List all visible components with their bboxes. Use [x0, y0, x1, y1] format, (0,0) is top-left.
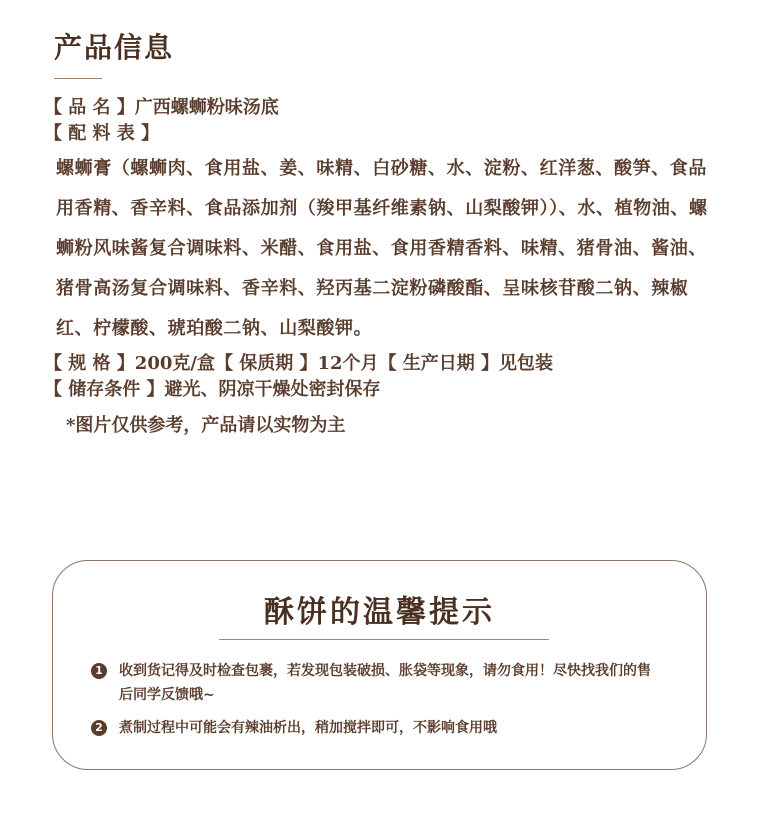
tip-number-1-icon: 1: [91, 663, 107, 679]
tip-text-2: 煮制过程中可能会有辣油析出，稍加搅拌即可，不影响食用哦: [119, 720, 497, 736]
tips-divider: [219, 639, 549, 640]
tips-title: 酥饼的温馨提示: [264, 595, 495, 630]
product-name-label: 【 品 名 】: [44, 97, 135, 118]
tip-text-1: 收到货记得及时检查包裹，若发现包装破损、胀袋等现象，请勿食用！尽快找我们的售后同学反馈哦~: [119, 663, 651, 703]
image-disclaimer-note: *图片仅供参考，产品请以实物为主: [66, 415, 346, 436]
ingredients-label: 【 配 料 表 】: [44, 123, 160, 144]
storage-line: 【 储存条件 】避光、阴凉干燥处密封保存: [44, 379, 381, 400]
title-underline: [54, 78, 102, 79]
ingredients-value: 螺蛳膏（螺蛳肉、食用盐、姜、味精、白砂糖、水、淀粉、红洋葱、酸笋、食品用香精、香辛料、食品添加剂（羧甲基纤维素钠、山梨酸钾））、水、植物油、螺蛳粉风味酱复合调味料、米醋、食用盐、食用香精香料、味精、猪骨油、酱油、猪骨高汤复合调味料、香辛料、羟丙基二淀粉磷酸酯、呈味核苷酸二钠、辣椒红、柠檬酸、琥珀酸二钠、山梨酸钾。: [56, 158, 708, 339]
tip-item-1: [93, 659, 653, 707]
product-name-value: 广西螺蛳粉味汤底: [134, 97, 279, 118]
product-name-line: [44, 95, 724, 121]
tip-number-2-icon: 2: [91, 720, 107, 736]
tip-item-2: [93, 716, 653, 740]
product-info-block: [44, 95, 724, 439]
spec-line: 【 规 格 】200克/盒【 保质期 】12个月【 生产日期 】见包装: [44, 353, 554, 374]
tips-box: [52, 560, 707, 770]
product-info-title: 产品信息: [54, 31, 175, 64]
